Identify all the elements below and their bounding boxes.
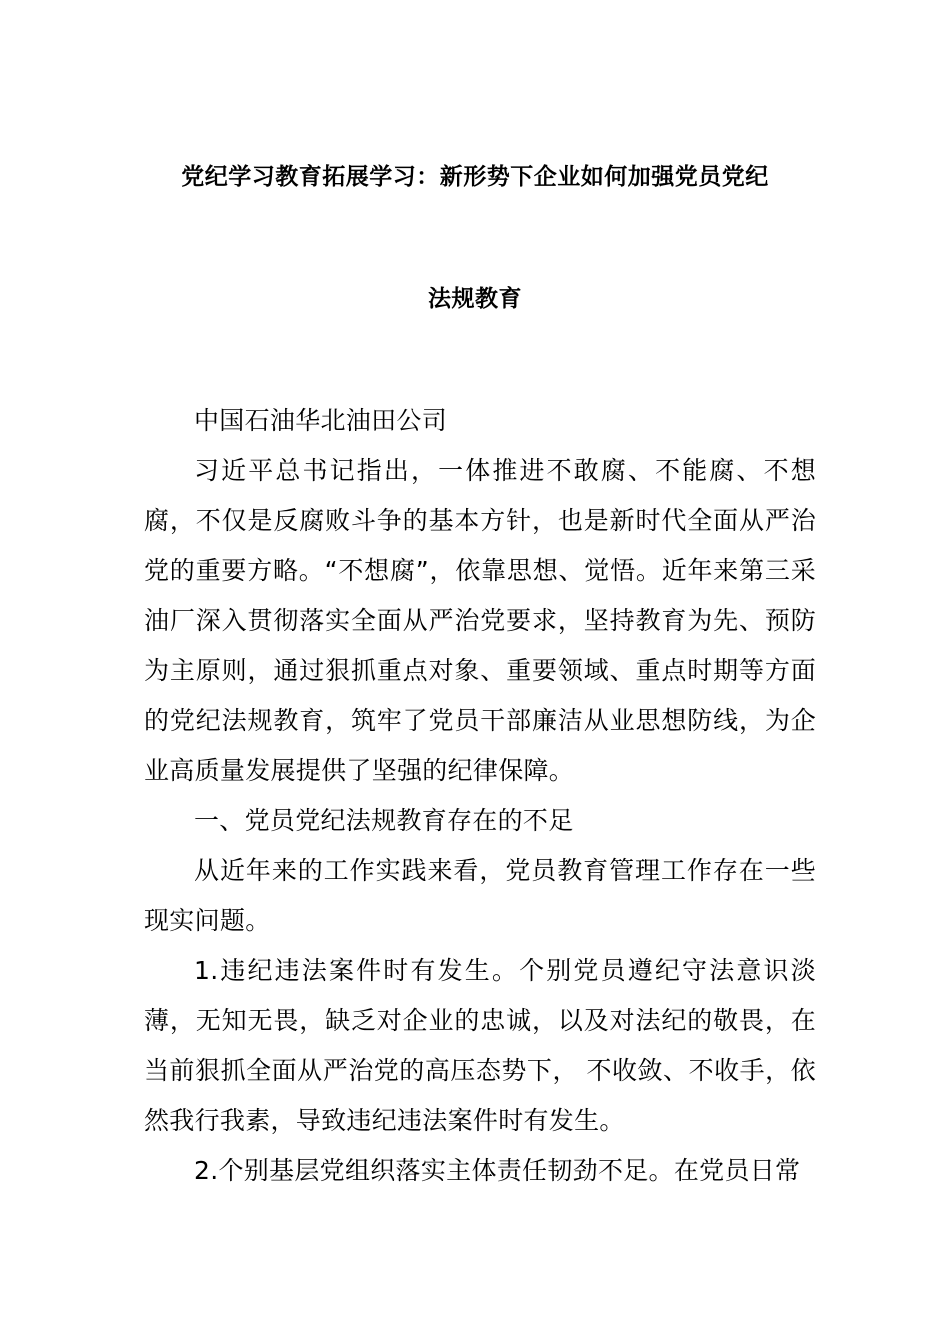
document-title-line1: 党纪学习教育拓展学习：新形势下企业如何加强党员党纪 [181,164,769,190]
document-title-line2: 法规教育 [428,286,522,312]
body-paragraph: 1.违纪违法案件时有发生。个别党员遵纪守法意识淡薄，无知无畏，缺乏对企业的忠诚，以及对法纪的敬畏，在当前狠抓全面从严治党的高压态势下， 不收敛、不收手，依然我行我素，导致违纪违法案件时有发生。 [144,956,816,1135]
body-paragraph: 习近平总书记指出，一体推进不敢腐、不能腐、不想腐，不仅是反腐败斗争的基本方针，也是新时代全面从严治党的重要方略。“不想腐”，依靠思想、觉悟。近年来第三采油厂深入贯彻落实全面从严治党要求，坚持教育为先、预防为主原则，通过狠抓重点对象、重要领域、重点时期等方面的党纪法规教育，筑牢了党员干部廉洁从业思想防线，为企业高质量发展提供了坚强的纪律保障。 [144,456,816,785]
section-heading: 一、党员党纪法规教育存在的不足 [194,806,574,835]
body-paragraph: 2.个别基层党组织落实主体责任韧劲不足。在党员日常 [194,1156,801,1185]
body-paragraph: 从近年来的工作实践来看，党员教育管理工作存在一些现实问题。 [144,856,816,935]
author-organization: 中国石油华北油田公司 [194,406,448,435]
document-body [144,396,816,1196]
